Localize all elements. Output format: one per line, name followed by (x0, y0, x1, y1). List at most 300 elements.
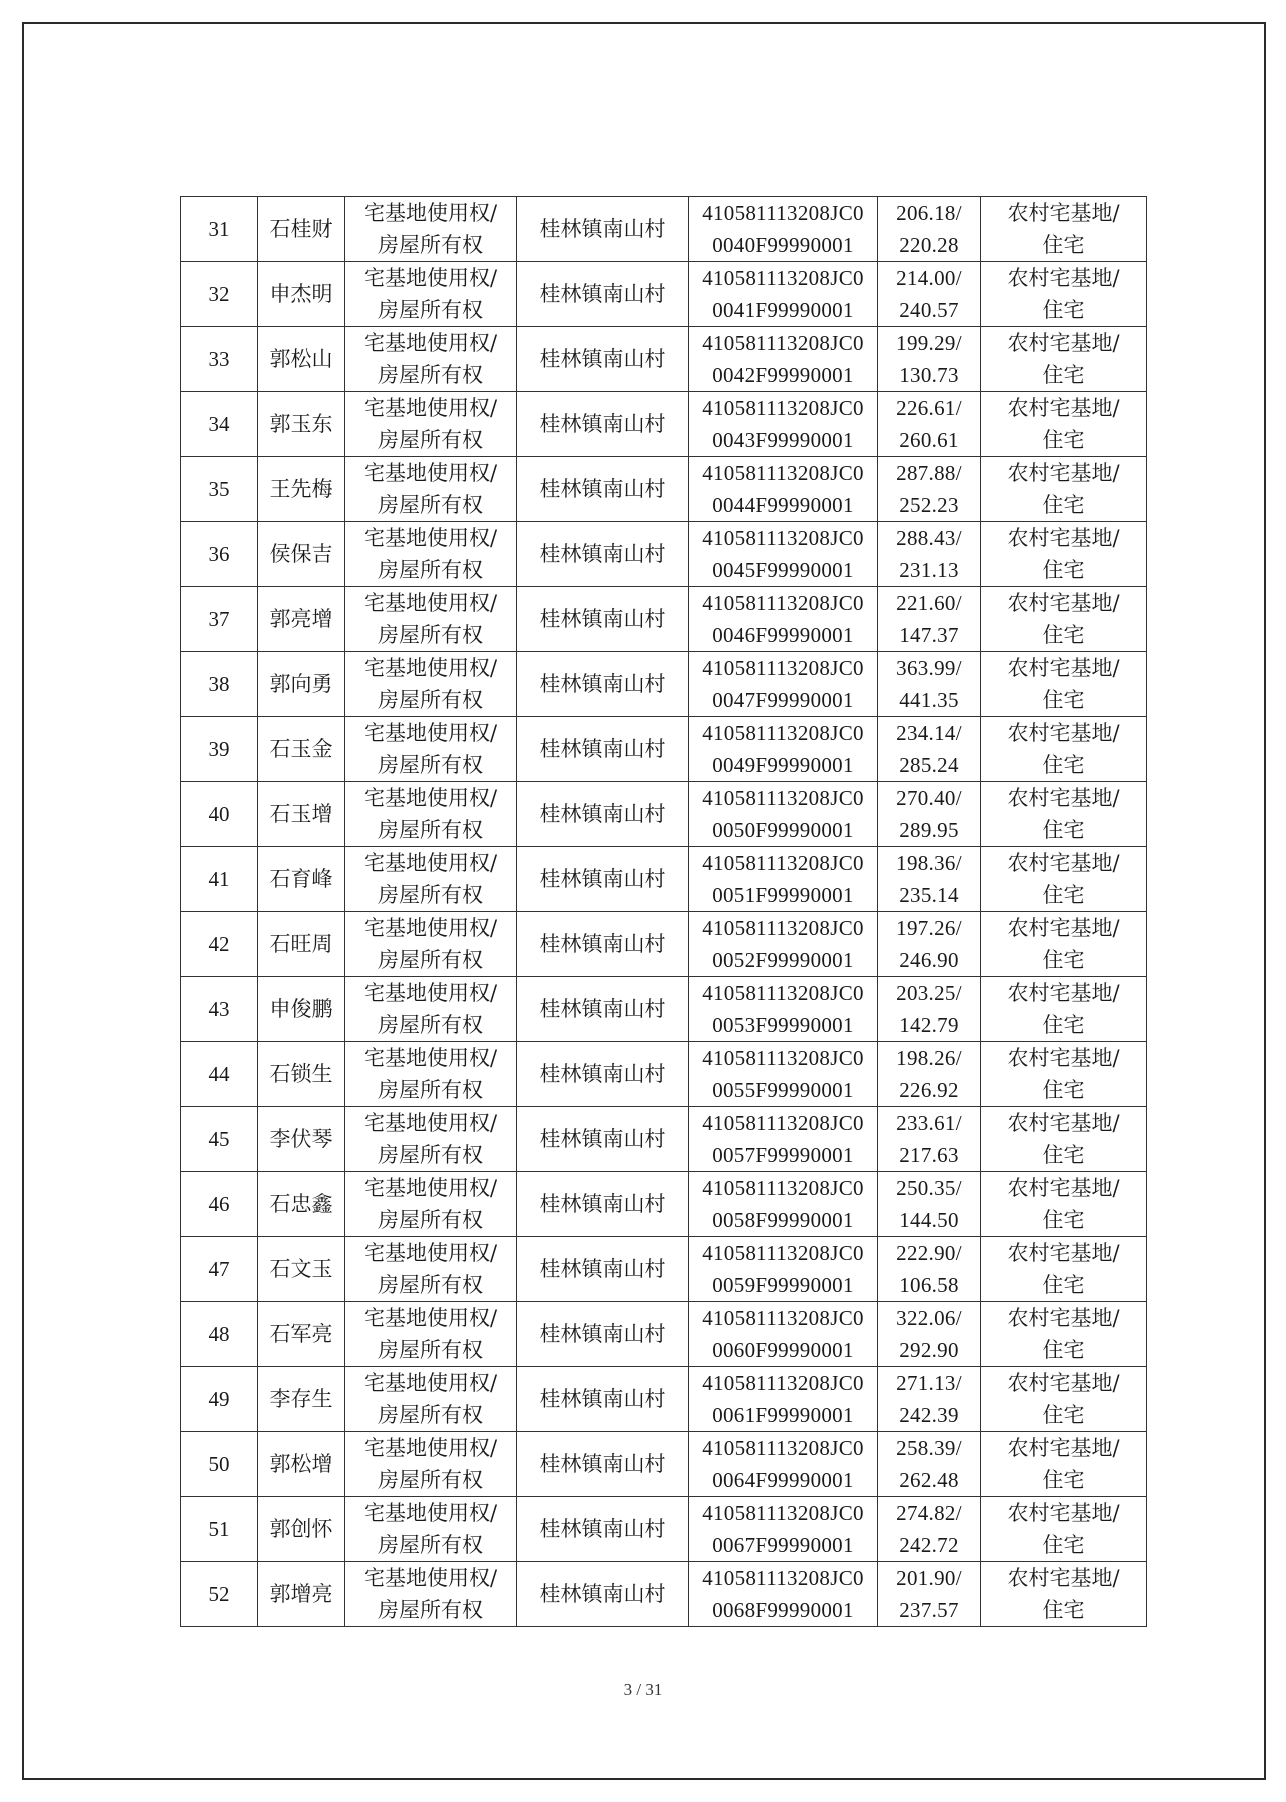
area-cell (878, 522, 981, 587)
area-line-2: 441.35 (899, 688, 959, 712)
right-type-line-1: 宅基地使用权/ (363, 1306, 498, 1330)
area-cell (878, 1367, 981, 1432)
unit-code-line-1: 410581113208JC0 (702, 1306, 864, 1330)
unit-code-line-1: 410581113208JC0 (702, 851, 864, 875)
location-cell: 桂林镇南山村 (517, 847, 689, 912)
land-use-line-2: 住宅 (1042, 1338, 1085, 1362)
right-type-line-2: 房屋所有权 (378, 948, 483, 972)
area-cell (878, 197, 981, 262)
land-use-cell (981, 1302, 1147, 1367)
right-type-line-1: 宅基地使用权/ (363, 1371, 498, 1395)
owner-name-cell: 王先梅 (258, 457, 345, 522)
land-use-line-2: 住宅 (1042, 948, 1085, 972)
land-use-cell (981, 912, 1147, 977)
row-number-cell: 35 (181, 457, 258, 522)
table-row (181, 977, 1147, 1042)
area-line-1: 287.88/ (896, 461, 962, 485)
owner-name-cell: 石玉金 (258, 717, 345, 782)
table-row (181, 327, 1147, 392)
land-use-line-1: 农村宅基地/ (1007, 656, 1120, 680)
area-line-1: 270.40/ (896, 786, 962, 810)
unit-code-line-2: 0042F99990001 (712, 363, 854, 387)
area-line-2: 289.95 (899, 818, 959, 842)
right-type-cell (345, 327, 517, 392)
land-use-cell (981, 262, 1147, 327)
unit-code-cell (689, 392, 878, 457)
area-line-1: 221.60/ (896, 591, 962, 615)
land-use-line-1: 农村宅基地/ (1007, 1501, 1120, 1525)
unit-code-line-2: 0051F99990001 (712, 883, 854, 907)
area-cell (878, 847, 981, 912)
land-use-cell (981, 977, 1147, 1042)
land-use-line-2: 住宅 (1042, 1078, 1085, 1102)
owner-name-cell: 石军亮 (258, 1302, 345, 1367)
area-cell (878, 1302, 981, 1367)
right-type-cell (345, 1042, 517, 1107)
row-number-cell: 45 (181, 1107, 258, 1172)
table-row (181, 457, 1147, 522)
table-row (181, 652, 1147, 717)
land-use-cell (981, 587, 1147, 652)
right-type-line-2: 房屋所有权 (378, 688, 483, 712)
owner-name-cell: 石育峰 (258, 847, 345, 912)
area-cell (878, 782, 981, 847)
right-type-line-2: 房屋所有权 (378, 1468, 483, 1492)
owner-name-cell: 郭创怀 (258, 1497, 345, 1562)
table-row (181, 1302, 1147, 1367)
owner-name-cell: 侯保吉 (258, 522, 345, 587)
area-cell (878, 392, 981, 457)
land-use-cell (981, 1107, 1147, 1172)
location-cell: 桂林镇南山村 (517, 652, 689, 717)
right-type-cell (345, 1237, 517, 1302)
land-use-line-2: 住宅 (1042, 428, 1085, 452)
right-type-line-1: 宅基地使用权/ (363, 656, 498, 680)
right-type-cell (345, 1432, 517, 1497)
land-use-line-1: 农村宅基地/ (1007, 1371, 1120, 1395)
table-row (181, 392, 1147, 457)
land-use-cell (981, 847, 1147, 912)
land-use-cell (981, 1432, 1147, 1497)
area-cell (878, 1497, 981, 1562)
right-type-cell (345, 1562, 517, 1627)
right-type-cell (345, 392, 517, 457)
row-number-cell: 34 (181, 392, 258, 457)
area-line-2: 242.72 (899, 1533, 959, 1557)
area-cell (878, 1237, 981, 1302)
land-use-line-2: 住宅 (1042, 623, 1085, 647)
right-type-cell (345, 847, 517, 912)
area-line-1: 199.29/ (896, 331, 962, 355)
right-type-line-1: 宅基地使用权/ (363, 526, 498, 550)
right-type-line-2: 房屋所有权 (378, 493, 483, 517)
area-line-2: 226.92 (899, 1078, 959, 1102)
right-type-line-1: 宅基地使用权/ (363, 786, 498, 810)
unit-code-cell (689, 262, 878, 327)
owner-name-cell: 申杰明 (258, 262, 345, 327)
land-use-line-1: 农村宅基地/ (1007, 1436, 1120, 1460)
location-cell: 桂林镇南山村 (517, 1562, 689, 1627)
right-type-line-2: 房屋所有权 (378, 623, 483, 647)
land-use-line-2: 住宅 (1042, 363, 1085, 387)
unit-code-line-1: 410581113208JC0 (702, 786, 864, 810)
unit-code-cell (689, 1042, 878, 1107)
owner-name-cell: 申俊鹏 (258, 977, 345, 1042)
unit-code-line-2: 0061F99990001 (712, 1403, 854, 1427)
area-cell (878, 1432, 981, 1497)
area-cell (878, 457, 981, 522)
area-line-1: 226.61/ (896, 396, 962, 420)
land-use-line-1: 农村宅基地/ (1007, 201, 1120, 225)
land-use-line-2: 住宅 (1042, 1013, 1085, 1037)
owner-name-cell: 郭亮增 (258, 587, 345, 652)
table-row (181, 587, 1147, 652)
area-cell (878, 327, 981, 392)
table-row (181, 1497, 1147, 1562)
unit-code-line-2: 0068F99990001 (712, 1598, 854, 1622)
unit-code-line-2: 0060F99990001 (712, 1338, 854, 1362)
row-number-cell: 41 (181, 847, 258, 912)
row-number-cell: 33 (181, 327, 258, 392)
area-line-2: 231.13 (899, 558, 959, 582)
land-use-line-1: 农村宅基地/ (1007, 916, 1120, 940)
table-row (181, 847, 1147, 912)
unit-code-cell (689, 197, 878, 262)
land-use-line-2: 住宅 (1042, 818, 1085, 842)
unit-code-line-2: 0043F99990001 (712, 428, 854, 452)
right-type-cell (345, 1367, 517, 1432)
row-number-cell: 46 (181, 1172, 258, 1237)
right-type-line-2: 房屋所有权 (378, 1013, 483, 1037)
right-type-line-2: 房屋所有权 (378, 1338, 483, 1362)
table-row (181, 1367, 1147, 1432)
right-type-cell (345, 717, 517, 782)
area-line-2: 220.28 (899, 233, 959, 257)
unit-code-cell (689, 782, 878, 847)
land-use-line-2: 住宅 (1042, 688, 1085, 712)
area-cell (878, 717, 981, 782)
location-cell: 桂林镇南山村 (517, 1237, 689, 1302)
area-cell (878, 1107, 981, 1172)
right-type-line-2: 房屋所有权 (378, 428, 483, 452)
area-line-1: 322.06/ (896, 1306, 962, 1330)
land-use-line-1: 农村宅基地/ (1007, 266, 1120, 290)
land-use-cell (981, 1172, 1147, 1237)
land-use-line-1: 农村宅基地/ (1007, 1241, 1120, 1265)
right-type-line-2: 房屋所有权 (378, 1533, 483, 1557)
area-line-2: 252.23 (899, 493, 959, 517)
row-number-cell: 40 (181, 782, 258, 847)
right-type-line-1: 宅基地使用权/ (363, 851, 498, 875)
unit-code-line-1: 410581113208JC0 (702, 266, 864, 290)
row-number-cell: 36 (181, 522, 258, 587)
unit-code-line-2: 0057F99990001 (712, 1143, 854, 1167)
land-use-line-2: 住宅 (1042, 1208, 1085, 1232)
area-line-1: 250.35/ (896, 1176, 962, 1200)
table-row (181, 1237, 1147, 1302)
area-line-1: 234.14/ (896, 721, 962, 745)
page-number: 3 / 31 (623, 1680, 663, 1699)
table-row (181, 1562, 1147, 1627)
row-number-cell: 37 (181, 587, 258, 652)
land-use-line-1: 农村宅基地/ (1007, 786, 1120, 810)
right-type-line-1: 宅基地使用权/ (363, 396, 498, 420)
location-cell: 桂林镇南山村 (517, 262, 689, 327)
right-type-cell (345, 1302, 517, 1367)
area-line-2: 235.14 (899, 883, 959, 907)
right-type-cell (345, 782, 517, 847)
land-use-line-1: 农村宅基地/ (1007, 591, 1120, 615)
unit-code-line-1: 410581113208JC0 (702, 721, 864, 745)
unit-code-line-1: 410581113208JC0 (702, 1241, 864, 1265)
location-cell: 桂林镇南山村 (517, 1432, 689, 1497)
unit-code-line-1: 410581113208JC0 (702, 331, 864, 355)
table-row (181, 912, 1147, 977)
owner-name-cell: 郭松增 (258, 1432, 345, 1497)
unit-code-line-1: 410581113208JC0 (702, 1111, 864, 1135)
area-line-2: 217.63 (899, 1143, 959, 1167)
area-cell (878, 262, 981, 327)
right-type-line-1: 宅基地使用权/ (363, 331, 498, 355)
unit-code-line-2: 0064F99990001 (712, 1468, 854, 1492)
land-use-cell (981, 1497, 1147, 1562)
area-cell (878, 652, 981, 717)
table-row (181, 1107, 1147, 1172)
unit-code-cell (689, 1107, 878, 1172)
location-cell: 桂林镇南山村 (517, 717, 689, 782)
land-use-cell (981, 197, 1147, 262)
unit-code-line-2: 0040F99990001 (712, 233, 854, 257)
unit-code-line-1: 410581113208JC0 (702, 526, 864, 550)
land-use-line-2: 住宅 (1042, 1143, 1085, 1167)
right-type-line-1: 宅基地使用权/ (363, 201, 498, 225)
area-line-1: 258.39/ (896, 1436, 962, 1460)
right-type-cell (345, 262, 517, 327)
right-type-line-1: 宅基地使用权/ (363, 1566, 498, 1590)
land-use-line-1: 农村宅基地/ (1007, 981, 1120, 1005)
land-use-cell (981, 782, 1147, 847)
area-line-2: 130.73 (899, 363, 959, 387)
right-type-line-2: 房屋所有权 (378, 1273, 483, 1297)
land-use-cell (981, 457, 1147, 522)
right-type-cell (345, 197, 517, 262)
right-type-line-2: 房屋所有权 (378, 1403, 483, 1427)
right-type-line-2: 房屋所有权 (378, 233, 483, 257)
location-cell: 桂林镇南山村 (517, 1367, 689, 1432)
unit-code-cell (689, 977, 878, 1042)
unit-code-cell (689, 652, 878, 717)
land-use-line-2: 住宅 (1042, 298, 1085, 322)
area-cell (878, 1562, 981, 1627)
location-cell: 桂林镇南山村 (517, 327, 689, 392)
unit-code-cell (689, 717, 878, 782)
owner-name-cell: 郭向勇 (258, 652, 345, 717)
location-cell: 桂林镇南山村 (517, 1107, 689, 1172)
land-use-cell (981, 652, 1147, 717)
row-number-cell: 32 (181, 262, 258, 327)
right-type-line-2: 房屋所有权 (378, 1598, 483, 1622)
area-line-2: 262.48 (899, 1468, 959, 1492)
row-number-cell: 39 (181, 717, 258, 782)
unit-code-line-1: 410581113208JC0 (702, 1566, 864, 1590)
location-cell: 桂林镇南山村 (517, 457, 689, 522)
land-use-line-2: 住宅 (1042, 1273, 1085, 1297)
unit-code-cell (689, 1562, 878, 1627)
land-use-line-2: 住宅 (1042, 883, 1085, 907)
unit-code-line-1: 410581113208JC0 (702, 461, 864, 485)
row-number-cell: 44 (181, 1042, 258, 1107)
location-cell: 桂林镇南山村 (517, 392, 689, 457)
unit-code-line-1: 410581113208JC0 (702, 1436, 864, 1460)
unit-code-line-1: 410581113208JC0 (702, 916, 864, 940)
area-line-1: 197.26/ (896, 916, 962, 940)
right-type-line-2: 房屋所有权 (378, 1143, 483, 1167)
table-row (181, 717, 1147, 782)
area-line-1: 288.43/ (896, 526, 962, 550)
land-use-cell (981, 1042, 1147, 1107)
land-use-line-1: 农村宅基地/ (1007, 526, 1120, 550)
unit-code-line-1: 410581113208JC0 (702, 1371, 864, 1395)
land-use-cell (981, 1367, 1147, 1432)
land-use-line-1: 农村宅基地/ (1007, 851, 1120, 875)
table-row (181, 262, 1147, 327)
land-use-cell (981, 522, 1147, 587)
area-cell (878, 587, 981, 652)
table-row (181, 197, 1147, 262)
row-number-cell: 51 (181, 1497, 258, 1562)
unit-code-cell (689, 1172, 878, 1237)
unit-code-line-2: 0052F99990001 (712, 948, 854, 972)
land-use-line-2: 住宅 (1042, 753, 1085, 777)
unit-code-line-1: 410581113208JC0 (702, 1501, 864, 1525)
location-cell: 桂林镇南山村 (517, 782, 689, 847)
unit-code-line-1: 410581113208JC0 (702, 396, 864, 420)
unit-code-cell (689, 1367, 878, 1432)
right-type-line-1: 宅基地使用权/ (363, 266, 498, 290)
land-use-line-2: 住宅 (1042, 1403, 1085, 1427)
owner-name-cell: 郭增亮 (258, 1562, 345, 1627)
table-row (181, 1042, 1147, 1107)
right-type-line-1: 宅基地使用权/ (363, 1111, 498, 1135)
area-line-1: 206.18/ (896, 201, 962, 225)
right-type-cell (345, 1172, 517, 1237)
right-type-cell (345, 522, 517, 587)
right-type-line-2: 房屋所有权 (378, 558, 483, 582)
area-line-1: 233.61/ (896, 1111, 962, 1135)
unit-code-cell (689, 522, 878, 587)
land-use-line-2: 住宅 (1042, 233, 1085, 257)
row-number-cell: 42 (181, 912, 258, 977)
area-line-2: 144.50 (899, 1208, 959, 1232)
unit-code-line-2: 0041F99990001 (712, 298, 854, 322)
land-use-line-1: 农村宅基地/ (1007, 1176, 1120, 1200)
area-line-1: 198.26/ (896, 1046, 962, 1070)
land-use-line-1: 农村宅基地/ (1007, 721, 1120, 745)
owner-name-cell: 李存生 (258, 1367, 345, 1432)
land-use-line-1: 农村宅基地/ (1007, 1046, 1120, 1070)
right-type-cell (345, 912, 517, 977)
land-use-line-1: 农村宅基地/ (1007, 461, 1120, 485)
right-type-cell (345, 587, 517, 652)
land-use-cell (981, 717, 1147, 782)
unit-code-line-2: 0050F99990001 (712, 818, 854, 842)
row-number-cell: 50 (181, 1432, 258, 1497)
row-number-cell: 49 (181, 1367, 258, 1432)
land-use-line-1: 农村宅基地/ (1007, 1306, 1120, 1330)
right-type-line-1: 宅基地使用权/ (363, 1436, 498, 1460)
row-number-cell: 43 (181, 977, 258, 1042)
table-row (181, 1432, 1147, 1497)
land-use-cell (981, 327, 1147, 392)
right-type-line-2: 房屋所有权 (378, 883, 483, 907)
area-line-1: 201.90/ (896, 1566, 962, 1590)
owner-name-cell: 石文玉 (258, 1237, 345, 1302)
unit-code-cell (689, 587, 878, 652)
unit-code-cell (689, 912, 878, 977)
unit-code-cell (689, 1237, 878, 1302)
row-number-cell: 52 (181, 1562, 258, 1627)
area-line-2: 240.57 (899, 298, 959, 322)
owner-name-cell: 李伏琴 (258, 1107, 345, 1172)
location-cell: 桂林镇南山村 (517, 1172, 689, 1237)
unit-code-line-2: 0049F99990001 (712, 753, 854, 777)
area-line-1: 222.90/ (896, 1241, 962, 1265)
right-type-line-2: 房屋所有权 (378, 298, 483, 322)
row-number-cell: 47 (181, 1237, 258, 1302)
table-row (181, 1172, 1147, 1237)
table-row (181, 782, 1147, 847)
right-type-line-1: 宅基地使用权/ (363, 981, 498, 1005)
land-use-line-2: 住宅 (1042, 1468, 1085, 1492)
right-type-line-2: 房屋所有权 (378, 1078, 483, 1102)
unit-code-line-1: 410581113208JC0 (702, 591, 864, 615)
unit-code-line-2: 0067F99990001 (712, 1533, 854, 1557)
property-registration-table (180, 196, 1147, 1627)
right-type-cell (345, 457, 517, 522)
right-type-line-1: 宅基地使用权/ (363, 721, 498, 745)
right-type-line-2: 房屋所有权 (378, 818, 483, 842)
right-type-line-1: 宅基地使用权/ (363, 1176, 498, 1200)
area-line-2: 260.61 (899, 428, 959, 452)
unit-code-line-2: 0055F99990001 (712, 1078, 854, 1102)
unit-code-line-1: 410581113208JC0 (702, 1176, 864, 1200)
unit-code-line-2: 0047F99990001 (712, 688, 854, 712)
unit-code-line-2: 0058F99990001 (712, 1208, 854, 1232)
area-cell (878, 1042, 981, 1107)
owner-name-cell: 石玉增 (258, 782, 345, 847)
right-type-line-2: 房屋所有权 (378, 1208, 483, 1232)
unit-code-line-1: 410581113208JC0 (702, 981, 864, 1005)
area-line-2: 147.37 (899, 623, 959, 647)
row-number-cell: 48 (181, 1302, 258, 1367)
land-use-line-2: 住宅 (1042, 558, 1085, 582)
right-type-cell (345, 1107, 517, 1172)
land-use-line-1: 农村宅基地/ (1007, 1111, 1120, 1135)
location-cell: 桂林镇南山村 (517, 1497, 689, 1562)
right-type-line-1: 宅基地使用权/ (363, 1501, 498, 1525)
unit-code-line-2: 0053F99990001 (712, 1013, 854, 1037)
unit-code-line-2: 0044F99990001 (712, 493, 854, 517)
location-cell: 桂林镇南山村 (517, 587, 689, 652)
owner-name-cell: 石锁生 (258, 1042, 345, 1107)
land-use-line-1: 农村宅基地/ (1007, 396, 1120, 420)
unit-code-cell (689, 1497, 878, 1562)
row-number-cell: 38 (181, 652, 258, 717)
unit-code-line-2: 0059F99990001 (712, 1273, 854, 1297)
unit-code-cell (689, 327, 878, 392)
area-line-1: 203.25/ (896, 981, 962, 1005)
right-type-cell (345, 1497, 517, 1562)
